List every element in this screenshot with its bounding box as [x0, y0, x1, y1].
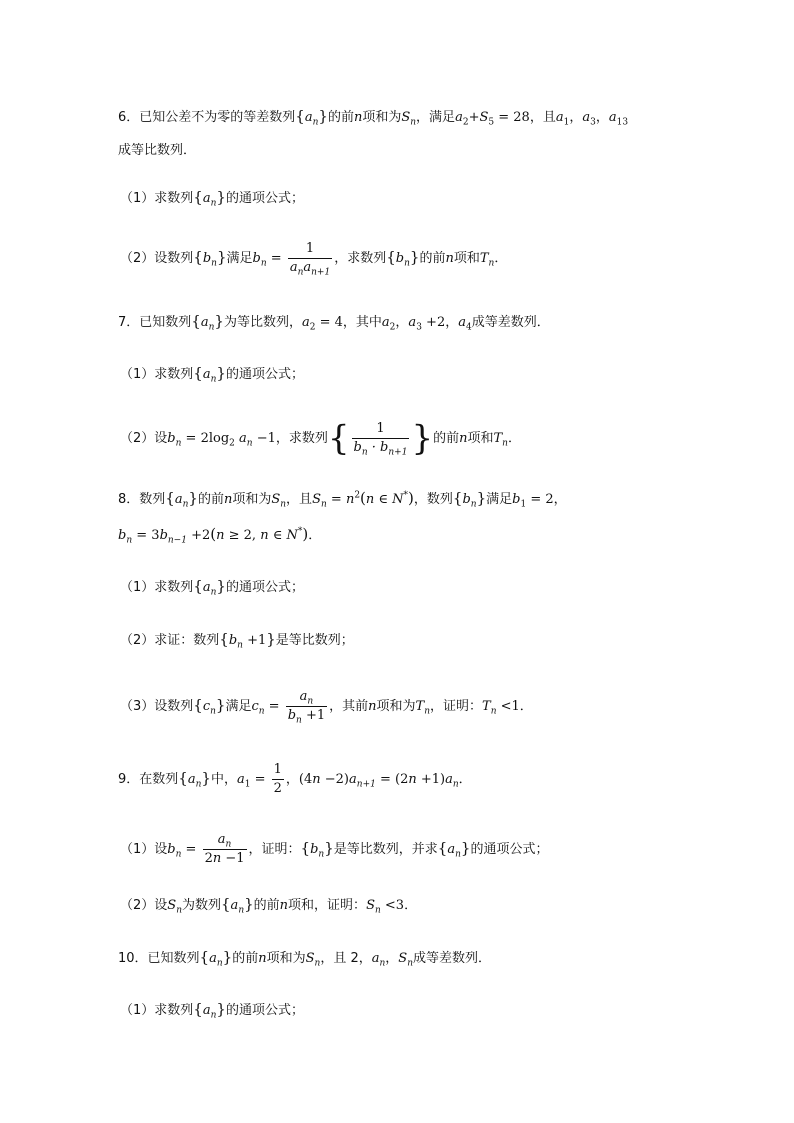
problem-6-stem: 6．已知公差不为零的等差数列$\{a_n\}$的前n项和为$S_n$，满足$a_2+S_5 = 28$，且$a_1$，$a_3$，$a_{13}$	[118, 107, 629, 128]
problem-8-stem-cont: $b_n = 3b_{n-1} +2(n \ge 2$, n ∈ N*)．	[118, 525, 322, 546]
problem-6-stem-cont: 成等比数列．	[118, 143, 197, 158]
problem-7-part-2: （2）设$b_n = 2\log_2$ $a_n -1$，求数列{ $\frac{1}{b_n \cdot b_{n+1}}$ }的前n项和$T_n$．	[120, 418, 521, 459]
problem-8-part-3: （3）设数列$\{c_n\}$满足$c_n$ = $\frac{a_n}{b_n +1}$ ，其前n项和为$T_n$，证明：$T_n <1$．	[120, 689, 533, 726]
problem-10-part-1: （1）求数列$\{a_n\}$的通项公式；	[120, 1000, 304, 1021]
problem-7-stem: 7．已知数列$\{a_n\}$为等比数列，$a_2 = 4$，其中$a_2$，$a_3 +2$，$a_4$成等差数列．	[118, 312, 550, 333]
problem-8-stem: 8．数列$\{a_n\}$的前n项和为$S_n$，且$S_n = n^2(n$ ∈ N*)，数列$\{b_n\}$满足$b_1 = 2$，	[118, 489, 567, 510]
problem-6-part-2: （2）设数列$\{b_n\}$满足$b_n$ = $\frac{1}{a_na_{n+1}}$ ，求数列$\{b_n\}$的前n项和$T_n$．	[120, 241, 508, 278]
problem-9-stem: 9．在数列$\{a_n\}$中，$a_1$ = $\frac{1}{2}$ ，$(4n -2)a_{n+1} = (2n +1)a_n$．	[118, 762, 472, 796]
problem-9-part-1: （1）设$b_n$ = $\frac{a_n}{2n -1}$ ，证明：$\{b_n\}$是等比数列，并求$\{a_n\}$的通项公式；	[120, 832, 549, 866]
problem-8-part-2: （2）求证：数列$\{b_n +1\}$是等比数列；	[120, 630, 354, 651]
problem-9-part-2: （2）设$S_n$为数列$\{a_n\}$的前n项和，证明：$S_n <3$．	[120, 895, 418, 916]
problem-7-part-1: （1）求数列$\{a_n\}$的通项公式；	[120, 364, 304, 385]
problem-10-stem: 10．已知数列$\{a_n\}$的前n项和为$S_n$，且 2，$a_n$，$S_n$成等差数列．	[118, 948, 492, 969]
problem-6-part-1: （1）求数列$\{a_n\}$的通项公式；	[120, 188, 304, 209]
problem-8-part-1: （1）求数列$\{a_n\}$的通项公式；	[120, 577, 304, 598]
